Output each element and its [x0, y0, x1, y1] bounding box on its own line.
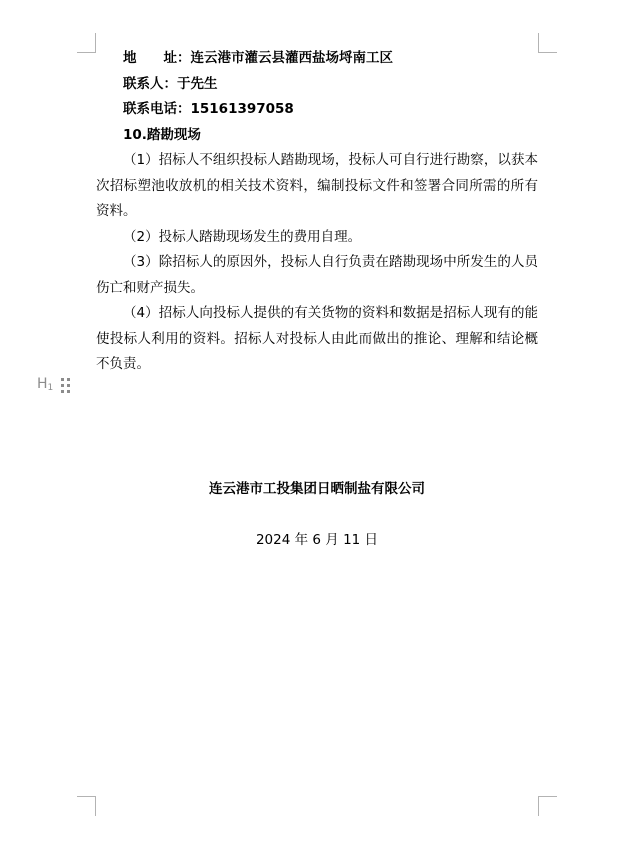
address-line[interactable]: 地 址：连云港市灌云县灌西盐场埒南工区	[123, 50, 393, 66]
drag-handle-icon[interactable]	[61, 378, 70, 393]
contact-person-line[interactable]: 联系人：于先生	[123, 75, 218, 92]
heading-badge-level: 1	[47, 383, 54, 393]
heading-level-badge[interactable]	[37, 377, 53, 393]
document-body	[96, 46, 538, 554]
crop-mark-bottom-left-icon	[77, 796, 96, 816]
crop-mark-top-left-icon	[77, 33, 96, 53]
site-visit-paragraph-2[interactable]: （2）投标人踏勘现场发生的费用自理。	[123, 228, 362, 245]
contact-phone-line[interactable]: 联系电话：15161397058	[123, 101, 294, 117]
signature-date[interactable]: 2024 年 6 月 11 日	[255, 532, 379, 548]
heading-badge-letter: H	[37, 376, 48, 392]
site-visit-paragraph-1[interactable]: （1）招标人不组织投标人踏勘现场，投标人可自行进行勘察，以获本次招标塑池收放机的相关技术资料，编制投标文件和签署合同所需的所有资料。	[96, 152, 538, 219]
crop-mark-top-right-icon	[538, 33, 557, 53]
crop-mark-bottom-right-icon	[538, 796, 557, 816]
site-visit-paragraph-4[interactable]: （4）招标人向投标人提供的有关货物的资料和数据是招标人现有的能使投标人利用的资料。招标人对投标人由此而做出的推论、理解和结论概不负责。	[96, 305, 538, 372]
section-heading[interactable]: 10.踏勘现场	[123, 126, 201, 143]
heading-margin-tools	[37, 376, 70, 394]
site-visit-paragraph-3[interactable]: （3）除招标人的原因外，投标人自行负责在踏勘现场中所发生的人员伤亡和财产损失。	[96, 254, 538, 296]
company-signature[interactable]: 连云港市工投集团日晒制盐有限公司	[209, 480, 425, 497]
